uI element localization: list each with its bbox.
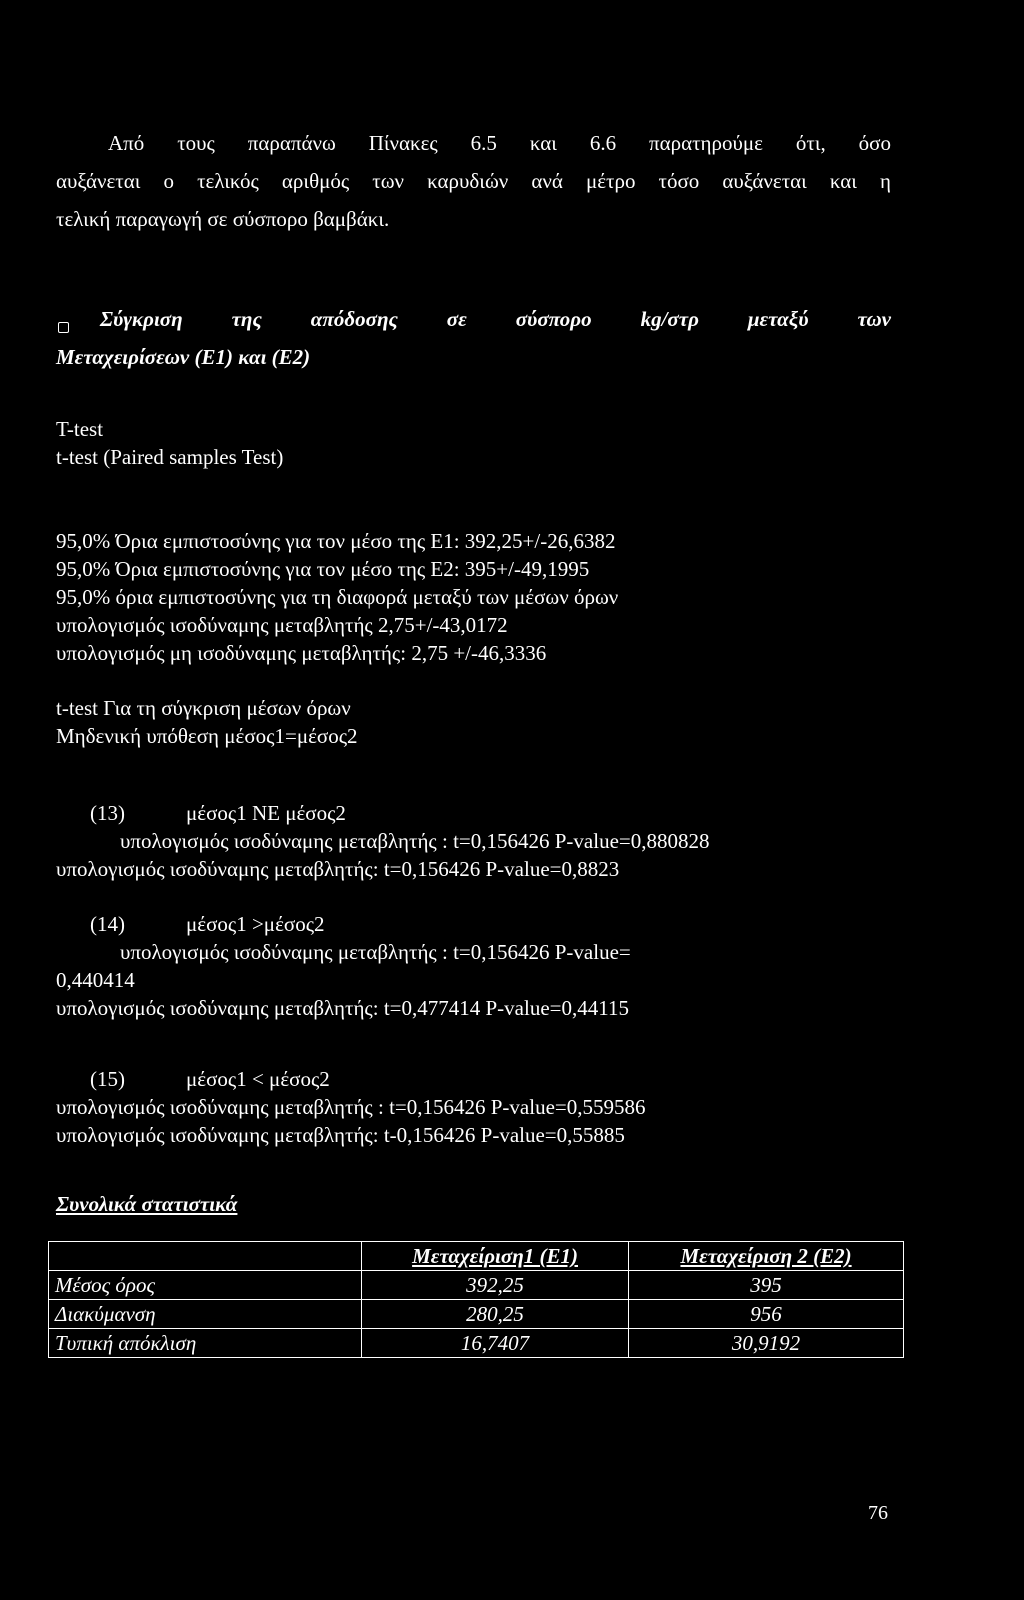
row-label: Μέσος όρος — [49, 1271, 362, 1300]
ci-line-3: 95,0% όρια εμπιστοσύνης για τη διαφορά μεταξύ των μέσων όρων — [56, 585, 619, 609]
table-cell: 16,7407 — [362, 1329, 629, 1358]
heading-line-2: Μεταχειρίσεων (Ε1) και (Ε2) — [56, 345, 311, 369]
test-type: t-test (Paired samples Test) — [56, 445, 284, 469]
case-15-line-2: υπολογισμός ισοδύναμης μεταβλητής: t-0,156426 P-value=0,55885 — [56, 1123, 625, 1147]
case-14-number: (14) — [90, 912, 125, 936]
ci-line-5: υπολογισμός μη ισοδύναμης μεταβλητής: 2,75 +/-46,3336 — [56, 641, 547, 665]
intro-paragraph — [56, 124, 891, 238]
comparison-title: t-test Για τη σύγκριση μέσων όρων — [56, 696, 351, 720]
ci-line-2: 95,0% Όρια εμπιστοσύνης για τον μέσο της Ε2: 395+/-49,1995 — [56, 557, 590, 581]
intro-line-3: τελική παραγωγή σε σύσπορο βαμβάκι. — [56, 207, 390, 231]
case-13-line-1: υπολογισμός ισοδύναμης μεταβλητής : t=0,156426 P-value=0,880828 — [120, 829, 710, 853]
case-14-line-2: υπολογισμός ισοδύναμης μεταβλητής: t=0,477414 P-value=0,44115 — [56, 996, 629, 1020]
case-15-number: (15) — [90, 1067, 125, 1091]
null-hypothesis: Μηδενική υπόθεση μέσος1=μέσος2 — [56, 724, 358, 748]
ci-line-1: 95,0% Όρια εμπιστοσύνης για τον μέσο της Ε1: 392,25+/-26,6382 — [56, 529, 616, 553]
case-14-line-1b: 0,440414 — [56, 968, 135, 992]
case-15-line-1: υπολογισμός ισοδύναμης μεταβλητής : t=0,156426 P-value=0,559586 — [56, 1095, 646, 1119]
case-15-hypothesis: μέσος1 < μέσος2 — [186, 1067, 330, 1091]
table-cell: 392,25 — [362, 1271, 629, 1300]
test-name: T-test — [56, 417, 104, 441]
case-13-number: (13) — [90, 801, 125, 825]
table-cell: 280,25 — [362, 1300, 629, 1329]
ci-line-4: υπολογισμός ισοδύναμης μεταβλητής 2,75+/-43,0172 — [56, 613, 508, 637]
heading-line-1: Σύγκριση της απόδοσης σε σύσπορο kg/στρ μεταξύ των — [100, 307, 891, 331]
table-cell: 30,9192 — [629, 1329, 904, 1358]
table-row — [49, 1329, 904, 1358]
case-14-hypothesis: μέσος1 >μέσος2 — [186, 912, 325, 936]
table-row — [49, 1300, 904, 1329]
stats-table — [48, 1241, 904, 1358]
row-label: Τυπική απόκλιση — [49, 1329, 362, 1358]
row-label: Διακύμανση — [49, 1300, 362, 1329]
table-cell: 395 — [629, 1271, 904, 1300]
table-cell: 956 — [629, 1300, 904, 1329]
section-heading — [56, 300, 891, 376]
table-header-cell: Μεταχείριση1 (Ε1) — [362, 1242, 629, 1271]
intro-line-2: αυξάνεται ο τελικός αριθμός των καρυδιών ανά μέτρο τόσο αυξάνεται και η — [56, 169, 891, 193]
table-row — [49, 1271, 904, 1300]
intro-line-1: Από τους παραπάνω Πίνακες 6.5 και 6.6 παρατηρούμε ότι, όσο — [108, 131, 891, 155]
page-number: 76 — [868, 1502, 888, 1524]
table-header-row — [49, 1242, 904, 1271]
case-14-line-1: υπολογισμός ισοδύναμης μεταβλητής : t=0,156426 P-value= — [120, 940, 631, 964]
table-header-cell: Μεταχείριση 2 (Ε2) — [629, 1242, 904, 1271]
table-header-cell — [49, 1242, 362, 1271]
case-13-line-2: υπολογισμός ισοδύναμης μεταβλητής: t=0,156426 P-value=0,8823 — [56, 857, 620, 881]
stats-title: Συνολικά στατιστικά — [56, 1192, 238, 1216]
case-13-hypothesis: μέσος1 ΝΕ μέσος2 — [186, 801, 346, 825]
